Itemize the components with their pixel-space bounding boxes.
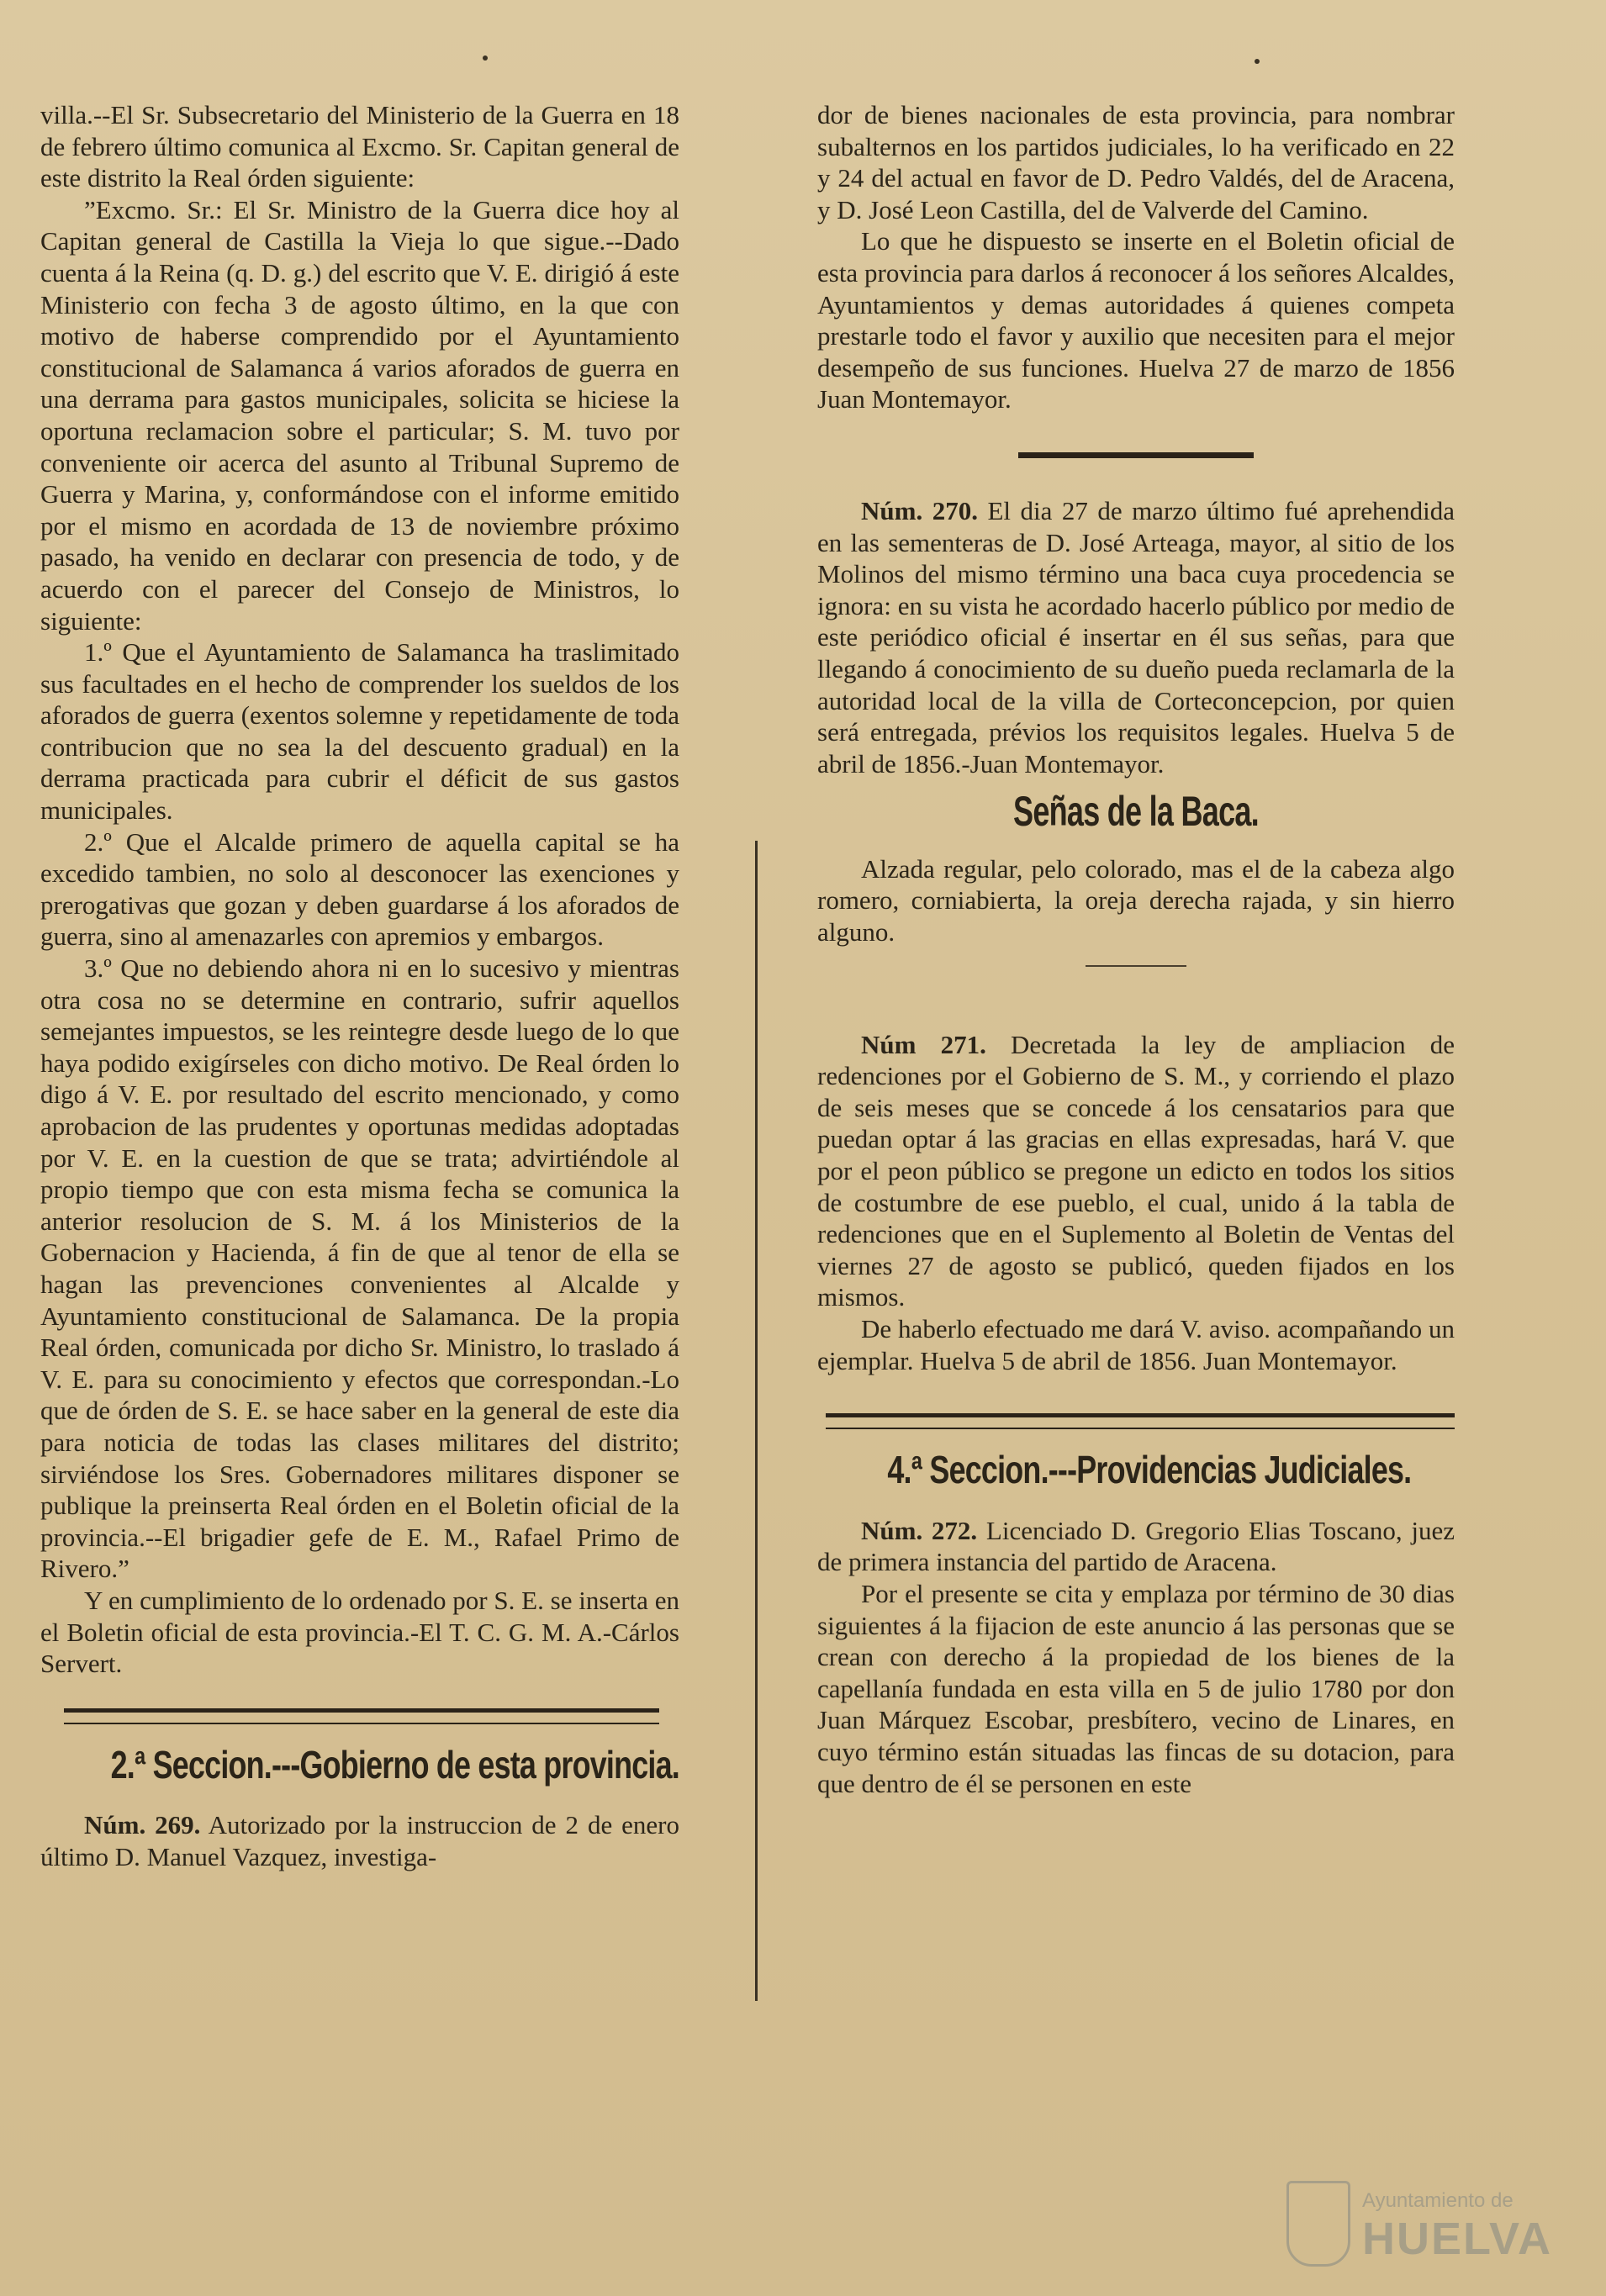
- column-divider: [755, 841, 758, 2001]
- watermark-label: Ayuntamiento de: [1362, 2189, 1514, 2212]
- paragraph: De haberlo efectuado me dará V. aviso. acompañando un ejemplar. Huelva 5 de abril de 1856. Juan Montemayor.: [817, 1314, 1455, 1375]
- paragraph: dor de bienes nacionales de esta provincia, para nombrar subalternos en los partidos judiciales, lo ha verificado en 22 y 24 del actual en favor de D. Pedro Valdés, del de Aracena, y D. José Leon Castilla, del de Valverde del Camino.: [817, 100, 1455, 224]
- coat-of-arms-icon: [1286, 2181, 1350, 2267]
- paragraph: Alzada regular, pelo colorado, mas el de la cabeza algo romero, corniabierta, la oreja derecha rajada, y sin hierro alguno.: [817, 853, 1455, 947]
- notice-text: Decretada la ley de ampliacion de redenciones por el Gobierno de S. M., y corriendo el plazo de seis meses que se concede á los censatarios para que puedan optar á las gracias en ellas expresadas, hará V. que por el peon público se pregone un edicto en todos los sitios de costumbre de ese pueblo, el cual, unido á la tabla de redenciones que en el Suplemento al Boletin de Ventas del viernes 27 de agosto se publicó, queden fijados en los mismos.: [817, 1029, 1455, 1312]
- section-divider: [64, 1708, 659, 1724]
- print-mark: [483, 55, 488, 61]
- paragraph: Por el presente se cita y emplaza por término de 30 dias siguientes á la fijacion de este anuncio á las personas que se crean con derecho á la propiedad de los bienes de la capellanía fundada en esta villa en 5 de julio 1780 por don Juan Márquez Escobar, presbítero, vecino de Linares, en cuyo término están situadas las fincas de su dotacion, para que dentro de él se personen en este: [817, 1578, 1455, 1798]
- notice-269: [40, 1809, 679, 1872]
- right-column: [817, 99, 1455, 1799]
- ornament-divider: [1086, 965, 1186, 967]
- paragraph: villa.--El Sr. Subsecretario del Ministerio de la Guerra en 18 de febrero último comunica al Excmo. Sr. Capitan general de este distrito la Real órden siguiente:: [40, 100, 679, 193]
- notice-number: Núm. 269.: [84, 1810, 201, 1840]
- notice-text: El dia 27 de marzo último fué aprehendida en las sementeras de D. José Arteaga, mayor, al sitio de los Molinos del mismo término una baca cuya procedencia se ignora: en su vista he acordado hacerlo público por medio de este periódico oficial é insertar en él sus señas, para que llegando á conocimiento de su dueño pueda reclamarla de la autoridad local de la villa de Corteconcepcion, por quien será entregada, prévios los requisitos legales. Huelva 5 de abril de 1856.-Juan Montemayor.: [817, 495, 1455, 779]
- paragraph: 2.º Que el Alcalde primero de aquella capital se ha excedido tambien, no solo al desconocer las exenciones y prerogativas que gozan y deben guardarse á los aforados de guerra, sino al amenazarles con apremios y embargos.: [40, 826, 679, 952]
- section-heading: 2.ª Seccion.---Gobierno de esta provincia.: [110, 1742, 679, 1787]
- paragraph: ”Excmo. Sr.: El Sr. Ministro de la Guerra dice hoy al Capitan general de Castilla la Vieja lo que sigue.--Dado cuenta á la Reina (q. D. g.) del escrito que V. E. dirigió á este Ministerio con fecha 3 de agosto último, en la que con motivo de haberse comprendido por el Ayuntamiento constitucional de Salamanca á varios aforados de guerra en una derrama para gastos municipales, solicita se hiciese la oportuna reclamacion sobre el particular; S. M. tuvo por conveniente oir acerca del asunto al Tribunal Supremo de Guerra y Marina, y, conformándose con el informe emitido por el mismo en acordada de 13 de noviembre próximo pasado, ha venido en declarar con presencia de todo, y de acuerdo con el parecer del Consejo de Ministros, lo siguiente:: [40, 194, 679, 636]
- notice-271: [817, 1029, 1455, 1313]
- notice-divider: [1018, 452, 1254, 458]
- archive-watermark: [1286, 2177, 1581, 2270]
- notice-272: [817, 1515, 1455, 1578]
- notice-text: Licenciado D. Gregorio Elias Toscano, juez de primera instancia del partido de Aracena.: [817, 1515, 1455, 1577]
- paragraph: Lo que he dispuesto se inserte en el Boletin oficial de esta provincia para darlos á reconocer á los señores Alcaldes, Ayuntamientos y demas autoridades á quienes competa prestarle todo el favor y auxilio que necesiten para el mejor desempeño de sus funciones. Huelva 27 de marzo de 1856 Juan Montemayor.: [817, 226, 1455, 414]
- notice-number: Núm. 272.: [861, 1515, 978, 1545]
- paragraph: Y en cumplimiento de lo ordenado por S. E. se inserta en el Boletin oficial de esta provincia.-El T. C. G. M. A.-Cárlos Servert.: [40, 1585, 679, 1679]
- notice-text: Autorizado por la instruccion de 2 de enero último D. Manuel Vazquez, investiga-: [40, 1810, 680, 1871]
- left-column: [40, 99, 679, 1872]
- print-mark: [1255, 59, 1260, 64]
- notice-270: [817, 495, 1455, 779]
- paragraph: 3.º Que no debiendo ahora ni en lo sucesivo y mientras otra cosa no se determine en contrario, sufrir aquellos semejantes impuestos, se les reintegre desde luego de lo que haya podido exigírseles con dicho motivo. De Real órden lo digo á V. E. por resultado del escrito mencionado, y como aprobacion de las prudentes y oportunas medidas adoptadas por V. E. en la cuestion de que se trata; advirtiéndole al propio tiempo que con esta misma fecha se comunica la anterior resolucion de S. M. á los Ministerios de la Gobernacion y Hacienda, á fin de que al tenor de ella se hagan las prevenciones convenientes al Alcalde y Ayuntamiento constitucional de Salamanca. De la propia Real órden, comunicada por dicho Sr. Ministro, lo traslado á V. E. para su conocimiento y efectos que correspondan.-Lo que de órden de S. E. se hace saber en la general de este dia para noticia de todas las clases militares del distrito; sirviéndose los Sres. Gobernadores militares disponer se publique la preinserta Real órden en el Boletin oficial de la provincia.--El brigadier gefe de E. M., Rafael Primo de Rivero.”: [40, 953, 679, 1584]
- section-heading: 4.ª Seccion.---Providencias Judiciales.: [887, 1448, 1412, 1492]
- section-divider: [826, 1413, 1455, 1429]
- notice-number: Núm. 270.: [861, 495, 978, 525]
- paragraph: 1.º Que el Ayuntamiento de Salamanca ha traslimitado sus facultades en el hecho de comprender los sueldos de los aforados de guerra (exentos solemne y repetidamente de toda contribucion que no sea la del descuento gradual) en la derrama practicada para cubrir el déficit de sus gastos municipales.: [40, 637, 679, 826]
- notice-number: Núm 271.: [861, 1029, 986, 1059]
- subheading: Señas de la Baca.: [1013, 788, 1259, 836]
- watermark-city: HUELVA: [1362, 2214, 1552, 2264]
